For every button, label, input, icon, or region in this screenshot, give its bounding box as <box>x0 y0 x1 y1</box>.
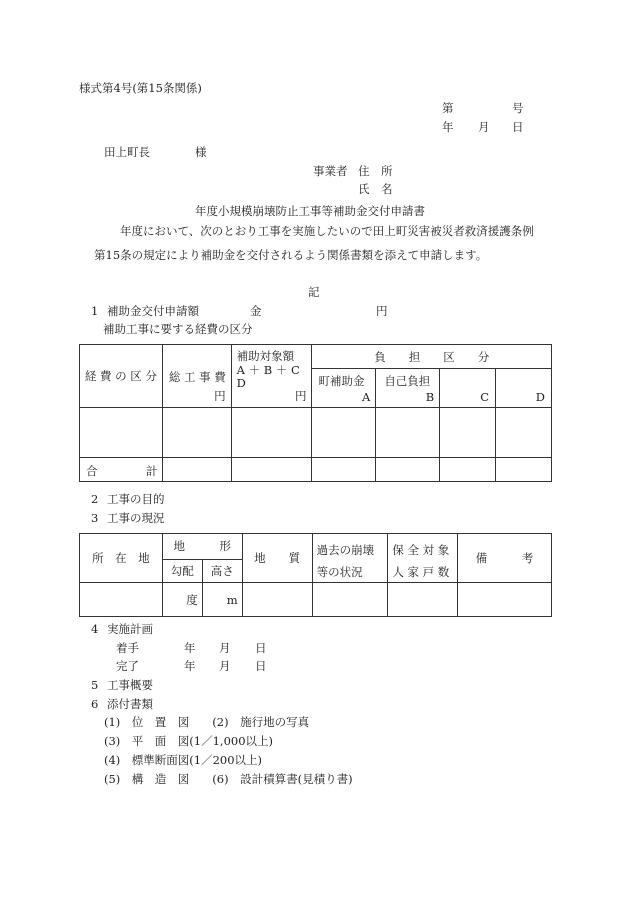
item2-num: 2 <box>91 492 99 506</box>
body-line-2: 第15条の規定により補助金を交付されるよう関係書類を添えて申請します。 <box>94 248 488 262</box>
site-table <box>79 533 552 617</box>
keihi-header: 経 費 の 区 分 <box>80 345 163 408</box>
kobai-header: 勾配 <box>162 559 202 582</box>
item5-num: 5 <box>91 678 99 692</box>
item6-num: 6 <box>91 697 99 711</box>
cost-caption: 補助工事に要する経費の区分 <box>103 322 253 336</box>
start-label: 着手 <box>116 641 139 655</box>
cho-header: 町補助金 A <box>312 369 376 408</box>
biko-header: 備 考 <box>458 534 552 583</box>
applicant-address: 住 所 <box>358 164 393 178</box>
item4-label: 実施計画 <box>107 622 153 636</box>
item1-yen: 円 <box>376 304 388 318</box>
form-id: 様式第4号(第15条関係) <box>79 81 202 95</box>
item5-label: 工事概要 <box>107 678 153 692</box>
attachment-line-1: (1) 位 置 図 (2) 施行地の写真 <box>104 715 310 729</box>
attachment-line-4: (5) 構 造 図 (6) 設計積算書(見積り書) <box>104 772 353 786</box>
futan-header: 負 担 区 分 <box>312 345 552 369</box>
item3-label: 工事の現況 <box>107 511 165 525</box>
attachment-line-3: (4) 標準断面図(1／200以上) <box>104 753 263 767</box>
chikei-header: 地 形 <box>162 534 242 560</box>
item2-label: 工事の目的 <box>107 492 165 506</box>
item1-kin: 金 <box>250 304 262 318</box>
do-unit: 度 <box>162 583 202 617</box>
body-line-1: 年度において、次のとおり工事を実施したいので田上町災害被災者救済援護条例 <box>120 224 534 238</box>
total-row <box>80 458 552 482</box>
sou-header: 総 工 事 費 円 <box>162 345 231 408</box>
applicant-label: 事業者 <box>313 164 348 178</box>
attachment-line-2: (3) 平 面 図(1／1,000以上) <box>104 734 274 748</box>
end-year: 年 <box>184 659 196 673</box>
end-label: 完了 <box>116 659 139 673</box>
item6-label: 添付書類 <box>107 697 153 711</box>
item1-num: 1 <box>91 304 99 318</box>
c-header: C <box>440 369 496 408</box>
hozen-header: 保 全 対 象 人 家 戸 数 <box>388 534 458 583</box>
start-day: 日 <box>255 641 267 655</box>
m-unit: m <box>202 583 242 617</box>
applicant-name: 氏 名 <box>358 182 393 196</box>
gokei-label: 合 計 <box>80 458 163 482</box>
number-go: 号 <box>512 101 524 115</box>
takasa-header: 高さ <box>202 559 242 582</box>
date-month: 月 <box>478 120 490 134</box>
kako-header: 過去の崩壊 等の状況 <box>312 534 388 583</box>
jiko-header: 自己負担 B <box>376 369 440 408</box>
number-dai: 第 <box>442 101 454 115</box>
end-month: 月 <box>219 659 231 673</box>
addressee-sama: 様 <box>195 145 207 159</box>
cost-table <box>79 344 552 482</box>
end-day: 日 <box>255 659 267 673</box>
item1-label: 補助金交付申請額 <box>107 304 199 318</box>
ki-heading: 記 <box>308 285 320 299</box>
hojo-header: 補助対象額 A ＋ B ＋ C D 円 <box>231 345 312 408</box>
start-month: 月 <box>219 641 231 655</box>
table-row <box>80 408 552 458</box>
chishitsu-header: 地 質 <box>242 534 312 583</box>
start-year: 年 <box>184 641 196 655</box>
addressee-name: 田上町長 <box>104 145 150 159</box>
item3-num: 3 <box>91 511 99 525</box>
date-day: 日 <box>512 120 524 134</box>
shozai-header: 所 在 地 <box>80 534 163 583</box>
table-row <box>80 583 552 617</box>
date-year: 年 <box>442 120 454 134</box>
page-title: 年度小規模崩壊防止工事等補助金交付申請書 <box>195 204 425 218</box>
item4-num: 4 <box>91 622 99 636</box>
d-header: D <box>496 369 552 408</box>
